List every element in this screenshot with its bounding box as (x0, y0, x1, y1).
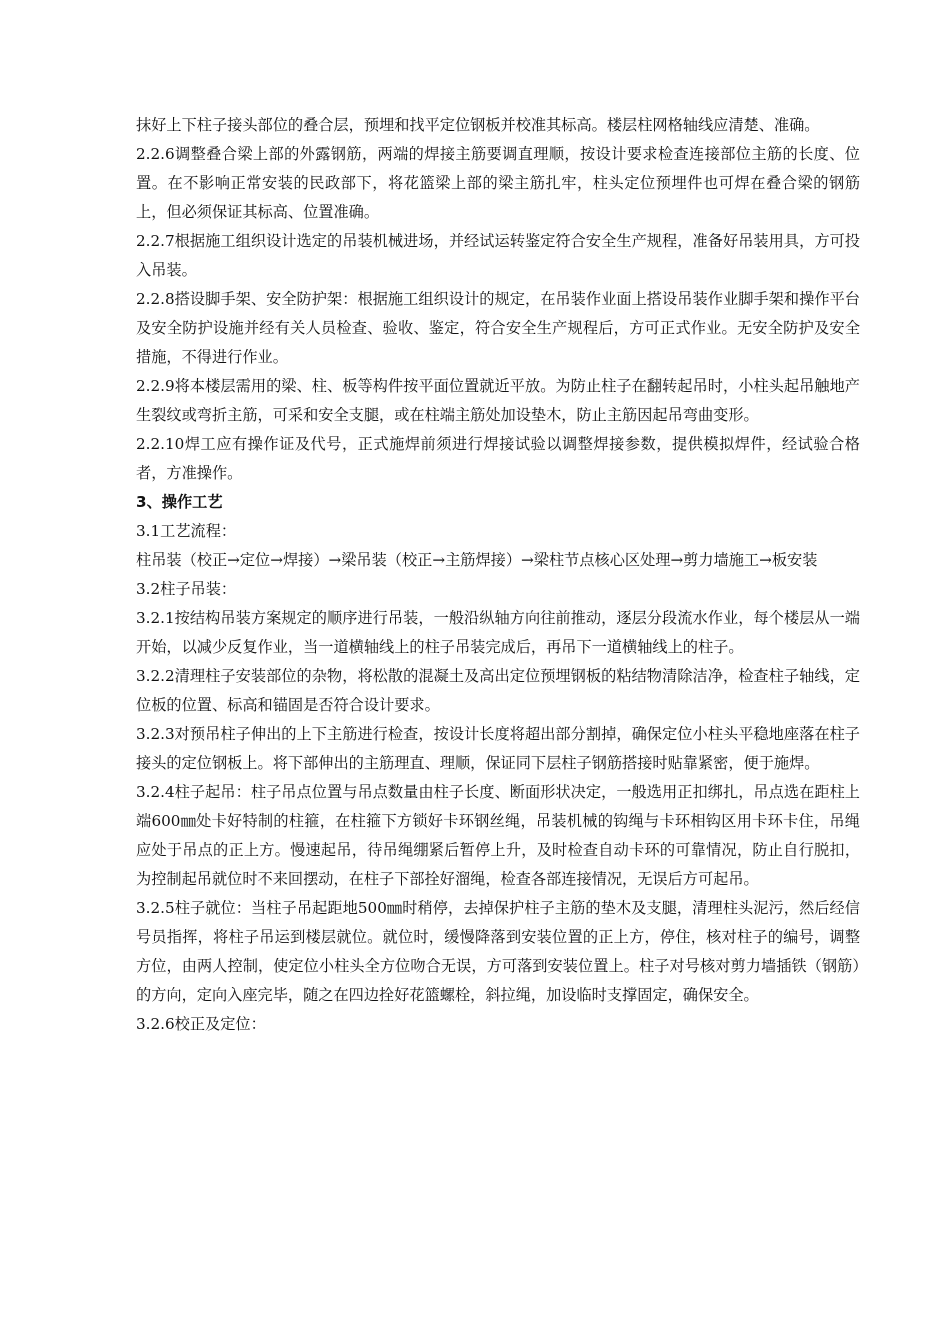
paragraph-3-2-2: 3.2.2清理柱子安装部位的杂物，将松散的混凝土及高出定位预埋钢板的粘结物清除洁净，检查柱子轴线，定位板的位置、标高和锚固是否符合设计要求。 (136, 667, 860, 714)
paragraph-2-2-10: 2.2.10焊工应有操作证及代号，正式施焊前须进行焊接试验以调整焊接参数，提供模拟焊件，经试验合格者，方准操作。 (136, 435, 860, 482)
document-body (136, 111, 860, 1039)
paragraph-2-2-9: 2.2.9将本楼层需用的梁、柱、板等构件按平面位置就近平放。为防止柱子在翻转起吊时，小柱头起吊触地产生裂纹或弯折主筋，可采和安全支腿，或在柱端主筋处加设垫木，防止主筋因起吊弯曲变形。 (136, 377, 860, 424)
paragraph-3-1: 3.1工艺流程： (136, 522, 237, 540)
paragraph-continuation: 抹好上下柱子接头部位的叠合层，预埋和找平定位钢板并校准其标高。楼层柱网格轴线应清楚、准确。 (136, 116, 820, 134)
paragraph-3-2-4: 3.2.4柱子起吊：柱子吊点位置与吊点数量由柱子长度、断面形状决定，一般选用正扣绑扎，吊点选在距柱上端600㎜处卡好特制的柱箍，在柱箍下方锁好卡环钢丝绳，吊装机械的钩绳与卡环相钩区用卡环卡住，吊绳应处于吊点的正上方。慢速起吊，待吊绳绷紧后暂停上升，及时检查自动卡环的可靠情况，防止自行脱扣，为控制起吊就位时不来回摆动，在柱子下部拴好溜绳，检查各部连接情况，无误后方可起吊。 (136, 783, 860, 888)
section-heading-3: 3、操作工艺 (136, 493, 223, 511)
paragraph-2-2-7: 2.2.7根据施工组织设计选定的吊装机械进场，并经试运转鉴定符合安全生产规程，准备好吊装用具，方可投入吊装。 (136, 232, 860, 279)
paragraph-2-2-8: 2.2.8搭设脚手架、安全防护架：根据施工组织设计的规定，在吊装作业面上搭设吊装作业脚手架和操作平台及安全防护设施并经有关人员检查、验收、鉴定，符合安全生产规程后，方可正式作业。无安全防护及安全措施，不得进行作业。 (136, 290, 860, 366)
paragraph-3-2-6: 3.2.6校正及定位： (136, 1015, 266, 1033)
paragraph-3-2-1: 3.2.1按结构吊装方案规定的顺序进行吊装，一般沿纵轴方向往前推动，逐层分段流水作业，每个楼层从一端开始，以减少反复作业，当一道横轴线上的柱子吊装完成后，再吊下一道横轴线上的柱子。 (136, 609, 860, 656)
paragraph-2-2-6: 2.2.6调整叠合梁上部的外露钢筋，两端的焊接主筋要调直理顺，按设计要求检查连接部位主筋的长度、位置。在不影响正常安装的民政部下，将花篮梁上部的梁主筋扎牢，柱头定位预埋件也可焊在叠合梁的钢筋上，但必须保证其标高、位置准确。 (136, 145, 860, 221)
paragraph-3-2-5: 3.2.5柱子就位：当柱子吊起距地500㎜时稍停，去掉保护柱子主筋的垫木及支腿，清理柱头泥污，然后经信号员指挥，将柱子吊运到楼层就位。就位时，缓慢降落到安装位置的正上方，停住，核对柱子的编号，调整方位，由两人控制，使定位小柱头全方位吻合无误，方可落到安装位置上。柱子对号核对剪力墙插铁（钢筋）的方向，定向入座完毕，随之在四边拴好花篮螺栓，斜拉绳，加设临时支撑固定，确保安全。 (136, 899, 860, 1004)
paragraph-3-2: 3.2柱子吊装： (136, 580, 237, 598)
paragraph-process-flow: 柱吊装（校正→定位→焊接）→梁吊装（校正→主筋焊接）→梁柱节点核心区处理→剪力墙施工→板安装 (136, 551, 818, 569)
paragraph-3-2-3: 3.2.3对预吊柱子伸出的上下主筋进行检查，按设计长度将超出部分割掉，确保定位小柱头平稳地座落在柱子接头的定位钢板上。将下部伸出的主筋理直、理顺，保证同下层柱子钢筋搭接时贴靠紧密，便于施焊。 (136, 725, 860, 772)
